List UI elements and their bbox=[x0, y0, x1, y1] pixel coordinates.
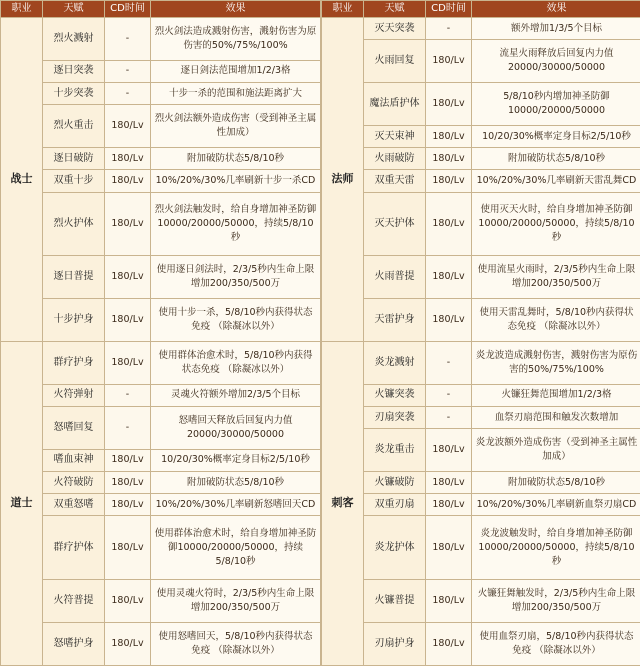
table-row bbox=[322, 472, 640, 494]
class-cell: 道士 bbox=[1, 341, 43, 665]
talent-cell: 灭天束神 bbox=[364, 125, 426, 147]
effect-cell: 使用十步一杀，5/8/10秒内获得状态免疫 （除凝冰以外） bbox=[151, 299, 321, 342]
cd-cell: 180/Lv bbox=[105, 516, 151, 580]
effect-cell: 烈火剑法造成溅射伤害，溅射伤害为原伤害的50%/75%/100% bbox=[151, 18, 321, 61]
cd-cell: 180/Lv bbox=[426, 125, 472, 147]
cd-cell: - bbox=[426, 384, 472, 406]
cd-cell: 180/Lv bbox=[426, 148, 472, 170]
header-effect: 效果 bbox=[472, 1, 640, 18]
effect-cell: 逐日剑法范围增加1/2/3格 bbox=[151, 60, 321, 82]
talent-cell: 嗜血束神 bbox=[43, 449, 105, 471]
header-cd: CD时间 bbox=[426, 1, 472, 18]
effect-cell: 火镰狂舞触发时，2/3/5秒内生命上限增加200/350/500万 bbox=[472, 580, 640, 623]
table-row bbox=[322, 494, 640, 516]
table-row bbox=[322, 170, 640, 192]
effect-cell: 使用血祭刃扇，5/8/10秒内获得状态免疫 （除凝冰以外） bbox=[472, 622, 640, 665]
effect-cell: 10%/20%/30%几率刷新怒嗜回天CD bbox=[151, 494, 321, 516]
cd-cell: 180/Lv bbox=[426, 192, 472, 256]
table-row bbox=[1, 341, 321, 384]
effect-cell: 炎龙波触发时，给自身增加神圣防御10000/20000/50000，持续5/8/10秒 bbox=[472, 516, 640, 580]
talent-cell: 火符破防 bbox=[43, 472, 105, 494]
talent-cell: 双重怒嗜 bbox=[43, 494, 105, 516]
table-row bbox=[1, 60, 321, 82]
effect-cell: 使用流星火雨时，2/3/5秒内生命上限增加200/350/500万 bbox=[472, 256, 640, 299]
effect-cell: 10/20/30%概率定身目标2/5/10秒 bbox=[472, 125, 640, 147]
table-row bbox=[322, 192, 640, 256]
header-talent: 天赋 bbox=[364, 1, 426, 18]
effect-cell: 使用群体治愈术时，5/8/10秒内获得状态免疫 （除凝冰以外） bbox=[151, 341, 321, 384]
talent-cell: 刃扇护身 bbox=[364, 622, 426, 665]
cd-cell: 180/Lv bbox=[105, 105, 151, 148]
talent-cell: 天雷护身 bbox=[364, 299, 426, 342]
class-cell: 刺客 bbox=[322, 341, 364, 665]
cd-cell: 180/Lv bbox=[426, 429, 472, 472]
class-cell: 法师 bbox=[322, 18, 364, 342]
cd-cell: 180/Lv bbox=[426, 299, 472, 342]
effect-cell: 流星火雨释放后回复内力值20000/30000/50000 bbox=[472, 40, 640, 83]
table-row bbox=[1, 83, 321, 105]
cd-cell: 180/Lv bbox=[426, 472, 472, 494]
header-row bbox=[322, 1, 640, 18]
effect-cell: 5/8/10秒内增加神圣防御10000/20000/50000 bbox=[472, 83, 640, 126]
cd-cell: 180/Lv bbox=[426, 40, 472, 83]
table-row bbox=[1, 170, 321, 192]
talent-cell: 炎龙护体 bbox=[364, 516, 426, 580]
table-row bbox=[1, 472, 321, 494]
effect-cell: 10/20/30%概率定身目标2/5/10秒 bbox=[151, 449, 321, 471]
talent-cell: 火镰突袭 bbox=[364, 384, 426, 406]
effect-cell: 附加破防状态5/8/10秒 bbox=[151, 472, 321, 494]
table-row bbox=[1, 105, 321, 148]
cd-cell: - bbox=[426, 407, 472, 429]
cd-cell: 180/Lv bbox=[426, 580, 472, 623]
effect-cell: 怒嗜回天释放后回复内力值20000/30000/50000 bbox=[151, 407, 321, 450]
effect-cell: 额外增加1/3/5个目标 bbox=[472, 18, 640, 40]
cd-cell: - bbox=[105, 60, 151, 82]
effect-cell: 血祭刃扇范围和触发次数增加 bbox=[472, 407, 640, 429]
table-row bbox=[322, 384, 640, 406]
talent-cell: 火镰破防 bbox=[364, 472, 426, 494]
effect-cell: 附加破防状态5/8/10秒 bbox=[472, 148, 640, 170]
effect-cell: 使用群体治愈术时，给自身增加神圣防御10000/20000/50000，持续5/8/10秒 bbox=[151, 516, 321, 580]
right-table bbox=[321, 0, 640, 666]
cd-cell: 180/Lv bbox=[426, 516, 472, 580]
table-row bbox=[322, 256, 640, 299]
talent-cell: 刃扇突袭 bbox=[364, 407, 426, 429]
table-row bbox=[322, 429, 640, 472]
talent-cell: 烈火溅射 bbox=[43, 18, 105, 61]
cd-cell: - bbox=[105, 384, 151, 406]
talent-cell: 群疗护身 bbox=[43, 341, 105, 384]
effect-cell: 附加破防状态5/8/10秒 bbox=[151, 148, 321, 170]
talent-cell: 怒嗜护身 bbox=[43, 622, 105, 665]
talent-cell: 逐日破防 bbox=[43, 148, 105, 170]
cd-cell: 180/Lv bbox=[105, 580, 151, 623]
talent-cell: 群疗护体 bbox=[43, 516, 105, 580]
talent-cell: 炎龙溅射 bbox=[364, 341, 426, 384]
cd-cell: - bbox=[105, 18, 151, 61]
table-row bbox=[322, 407, 640, 429]
effect-cell: 烈火剑法触发时，给自身增加神圣防御10000/20000/50000，持续5/8/10秒 bbox=[151, 192, 321, 256]
effect-cell: 附加破防状态5/8/10秒 bbox=[472, 472, 640, 494]
talent-cell: 双重十步 bbox=[43, 170, 105, 192]
effect-cell: 使用逐日剑法时，2/3/5秒内生命上限增加200/350/500万 bbox=[151, 256, 321, 299]
cd-cell: 180/Lv bbox=[105, 170, 151, 192]
table-row bbox=[1, 299, 321, 342]
cd-cell: 180/Lv bbox=[105, 622, 151, 665]
talent-cell: 炎龙重击 bbox=[364, 429, 426, 472]
table-row bbox=[1, 256, 321, 299]
effect-cell: 使用天雷乱舞时，5/8/10秒内获得状态免疫 （除凝冰以外） bbox=[472, 299, 640, 342]
table-row bbox=[322, 580, 640, 623]
header-talent: 天赋 bbox=[43, 1, 105, 18]
talent-cell: 火镰普提 bbox=[364, 580, 426, 623]
class-cell: 战士 bbox=[1, 18, 43, 342]
effect-cell: 火镰狂舞范围增加1/2/3格 bbox=[472, 384, 640, 406]
cd-cell: 180/Lv bbox=[105, 299, 151, 342]
table-row bbox=[1, 516, 321, 580]
talent-cell: 火符普提 bbox=[43, 580, 105, 623]
effect-cell: 10%/20%/30%几率刷新十步一杀CD bbox=[151, 170, 321, 192]
cd-cell: 180/Lv bbox=[426, 256, 472, 299]
table-row bbox=[1, 449, 321, 471]
effect-cell: 炎龙波额外造成伤害（受到神圣主属性加成） bbox=[472, 429, 640, 472]
cd-cell: 180/Lv bbox=[105, 472, 151, 494]
table-row bbox=[1, 18, 321, 61]
cd-cell: - bbox=[105, 83, 151, 105]
cd-cell: 180/Lv bbox=[105, 148, 151, 170]
cd-cell: 180/Lv bbox=[426, 83, 472, 126]
talent-cell: 烈火护体 bbox=[43, 192, 105, 256]
table-row bbox=[1, 580, 321, 623]
effect-cell: 十步一杀的范围和施法距离扩大 bbox=[151, 83, 321, 105]
cd-cell: - bbox=[105, 407, 151, 450]
effect-cell: 使用灵魂火符时，2/3/5秒内生命上限增加200/350/500万 bbox=[151, 580, 321, 623]
talent-cell: 十步突袭 bbox=[43, 83, 105, 105]
effect-cell: 使用灭天火时，给自身增加神圣防御10000/20000/50000，持续5/8/10秒 bbox=[472, 192, 640, 256]
effect-cell: 使用怒嗜回天，5/8/10秒内获得状态免疫 （除凝冰以外） bbox=[151, 622, 321, 665]
cd-cell: - bbox=[426, 18, 472, 40]
cd-cell: 180/Lv bbox=[426, 170, 472, 192]
table-row bbox=[322, 125, 640, 147]
talent-cell: 火雨回复 bbox=[364, 40, 426, 83]
talent-cell: 火符弹射 bbox=[43, 384, 105, 406]
talent-cell: 双重天雷 bbox=[364, 170, 426, 192]
table-row bbox=[322, 83, 640, 126]
cd-cell: 180/Lv bbox=[105, 341, 151, 384]
cd-cell: 180/Lv bbox=[426, 622, 472, 665]
talent-cell: 逐日普提 bbox=[43, 256, 105, 299]
cd-cell: 180/Lv bbox=[426, 494, 472, 516]
table-row bbox=[322, 516, 640, 580]
effect-cell: 烈火剑法额外造成伤害（受到神圣主属性加成） bbox=[151, 105, 321, 148]
table-row bbox=[1, 384, 321, 406]
talent-cell: 逐日突袭 bbox=[43, 60, 105, 82]
table-row bbox=[322, 622, 640, 665]
table-row bbox=[322, 148, 640, 170]
talent-cell: 烈火重击 bbox=[43, 105, 105, 148]
table-row bbox=[322, 299, 640, 342]
header-row bbox=[1, 1, 321, 18]
cd-cell: 180/Lv bbox=[105, 192, 151, 256]
table-row bbox=[322, 40, 640, 83]
table-row bbox=[1, 494, 321, 516]
header-class: 职业 bbox=[322, 1, 364, 18]
effect-cell: 炎龙波造成溅射伤害，溅射伤害为原伤害的50%/75%/100% bbox=[472, 341, 640, 384]
talent-cell: 魔法盾护体 bbox=[364, 83, 426, 126]
effect-cell: 10%/20%/30%几率刷新血祭刃扇CD bbox=[472, 494, 640, 516]
cd-cell: 180/Lv bbox=[105, 256, 151, 299]
table-row bbox=[1, 407, 321, 450]
effect-cell: 灵魂火符额外增加2/3/5个目标 bbox=[151, 384, 321, 406]
table-row bbox=[322, 18, 640, 40]
cd-cell: 180/Lv bbox=[105, 494, 151, 516]
header-effect: 效果 bbox=[151, 1, 321, 18]
cd-cell: - bbox=[426, 341, 472, 384]
table-row bbox=[322, 341, 640, 384]
table-row bbox=[1, 192, 321, 256]
talent-cell: 双重刃扇 bbox=[364, 494, 426, 516]
talent-cell: 灭天突袭 bbox=[364, 18, 426, 40]
talent-cell: 十步护身 bbox=[43, 299, 105, 342]
header-class: 职业 bbox=[1, 1, 43, 18]
talent-cell: 火雨普提 bbox=[364, 256, 426, 299]
talent-cell: 怒嗜回复 bbox=[43, 407, 105, 450]
table-row bbox=[1, 622, 321, 665]
header-cd: CD时间 bbox=[105, 1, 151, 18]
talent-cell: 灭天护体 bbox=[364, 192, 426, 256]
effect-cell: 10%/20%/30%几率刷新天雷乱舞CD bbox=[472, 170, 640, 192]
cd-cell: 180/Lv bbox=[105, 449, 151, 471]
talent-cell: 火雨破防 bbox=[364, 148, 426, 170]
table-row bbox=[1, 148, 321, 170]
